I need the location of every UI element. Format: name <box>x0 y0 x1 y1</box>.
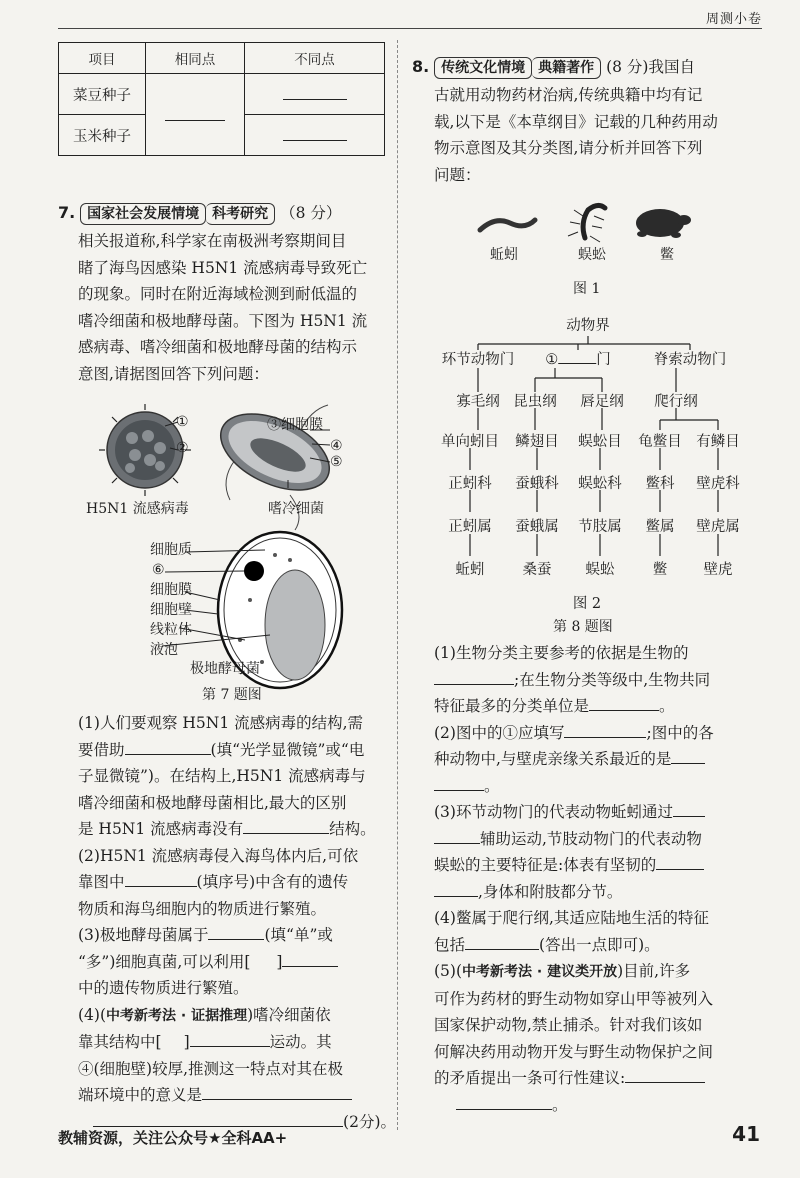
context-tag: 科考研究 <box>206 203 275 225</box>
question-number: 7. <box>58 203 76 222</box>
points: （8 分） <box>280 204 342 222</box>
fig1-animal: 蚯蚓 <box>490 247 518 263</box>
table-row-label: 菜豆种子 <box>59 74 146 115</box>
table-header: 相同点 <box>146 43 245 74</box>
table-header: 不同点 <box>245 43 385 74</box>
classification-tree: 动物界 环节动物门 ① 门 脊索动物门 寡毛纲 昆虫纲 唇足纲 爬行纲 单向蚓目 鳞翅目 蜈蚣目 龟鳖目 有鳞目 正蚓科 蚕蛾科 蜈蚣科 鳖科 壁虎科 正蚓属 蚕蛾属 节肢属 鳖属 壁虎属 蚯蚓 桑蚕 蜈蚣 鳖 壁虎 图 2 <box>441 318 740 612</box>
yeast-label: 极地酵母菌 <box>190 661 260 677</box>
table-header: 项目 <box>59 43 146 74</box>
bacteria-mark: ③细胞膜 <box>267 417 323 433</box>
q7-intro: 相关报道称,科学家在南极洲考察期间目 睹了海鸟因感染 H5N1 流感病毒导致死亡 的现象。同时在附近海域检测到耐低温的 嗜冷细菌和极地酵母菌。下图为 H5N1 流 感病毒、嗜冷细菌和极地酵母菌的结构示 意图,请据图回答下列问题： <box>78 232 368 383</box>
q8-intro: 古就用动物药材治病,传统典籍中均有记 载,以下是《本草纲目》记载的几种药用动 物示意图及其分类图,请分析并回答下列 问题： <box>434 86 718 184</box>
context-tag: 典籍著作 <box>532 57 601 79</box>
page-number: 41 <box>732 1122 760 1146</box>
bacteria-label: 嗜冷细菌 <box>268 501 324 517</box>
virus-mark: ② <box>176 440 189 456</box>
fig1-animal: 蜈蚣 <box>578 247 606 263</box>
header-tag: 周测小卷 <box>705 12 762 27</box>
virus-label: H5N1 流感病毒 <box>86 501 189 517</box>
context-tag: 传统文化情境 <box>434 57 532 79</box>
footer-text: 教辅资源，关注公众号★全科AA+ <box>58 1129 288 1147</box>
bacteria-mark: ④ <box>330 438 343 454</box>
q8-caption: 第 8 题图 <box>553 619 613 635</box>
table-row-label: 玉米种子 <box>59 115 146 156</box>
context-tag: 国家社会发展情境 <box>80 203 206 225</box>
question-number: 8. <box>412 57 430 76</box>
q8-sub-questions: (1)生物分类主要参考的依据是生物的 ;在生物分类等级中,生物共同 特征最多的分类单位是 。 (2)图中的①应填写 ;图中的各 种动物中,与壁虎亲缘关系最近的是 。 (3)环节动物门的代表动物蚯蚓通过 辅助运动,节肢动物门的代表动物 蜈蚣的主要特征是:体表有坚韧的 ,身体和附肢都分节。 (4)鳖属于爬行纲,其适应陆地生活的特征 包括 (答出一点即可)。 (5)(中考新考法 · 建议类开放)目前,许多 可作为药材的野生动物如穿山甲等被列入 国家保护动物,禁止捕杀。针对我们该如 何解决药用动物开发与野生动物保护之间 的矛盾提出一条可行性建议: 。 <box>434 644 714 1114</box>
q8-block: 8. 传统文化情境 典籍著作 (8 分)我国自 <box>412 54 747 81</box>
fig1-animal: 鳖 <box>660 247 674 263</box>
virus-mark: ① <box>176 414 189 430</box>
fig1-caption: 图 1 <box>573 281 601 297</box>
bacteria-mark: ⑤ <box>330 454 343 470</box>
q7-caption: 第 7 题图 <box>202 687 262 703</box>
q7-sub-questions: (1)人们要观察 H5N1 流感病毒的结构,需 要借助 (填“光学显微镜”或“电 子显微镜”)。在结构上,H5N1 流感病毒与 嗜冷细菌和极地酵母菌相比,最大的区别 是 H5N1 流感病毒没有 结构。 (2)H5N1 流感病毒侵入海鸟体内后,可依 靠图中 (填序号)中含有的遗传 物质和海鸟细胞内的物质进行繁殖。 (3)极地酵母菌属于 (填“单”或 “多”)细胞真菌,可以利用[ ] 中的遗传物质进行繁殖。 (4)(中考新考法 · 证据推理)嗜冷细菌依 靠其结构中[ ] 运动。其 ④(细胞壁)较厚,推测这一特点对其在极 端环境中的意义是 (2分)。 <box>78 714 396 1131</box>
yeast-marks: 细胞质 ⑥ 细胞膜 细胞壁 线粒体 液泡 <box>150 542 192 658</box>
